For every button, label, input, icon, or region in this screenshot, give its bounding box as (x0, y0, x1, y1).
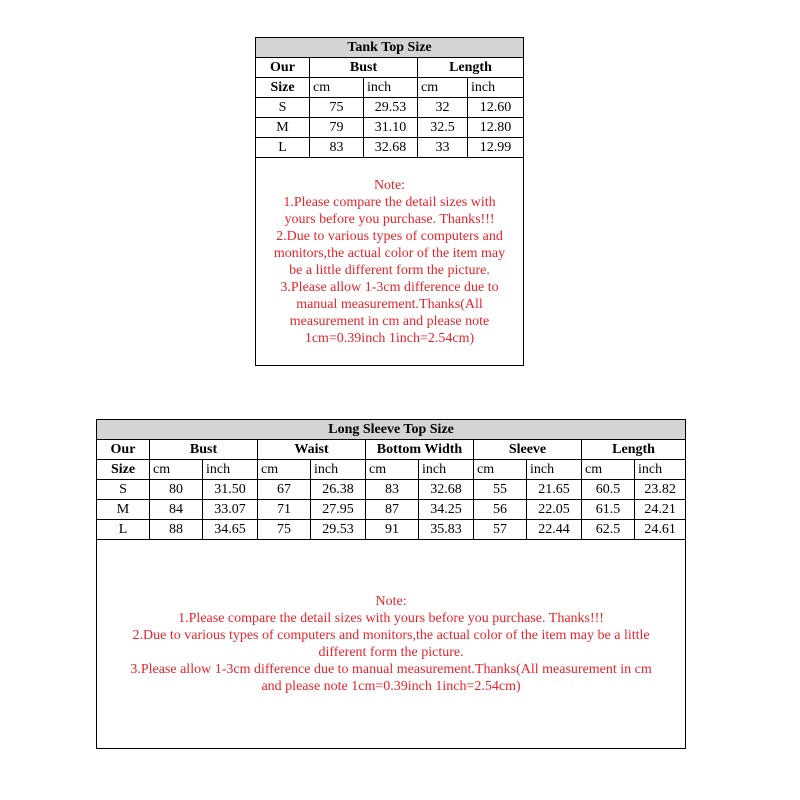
value-cell: 67 (258, 480, 311, 500)
value-cell: 32 (418, 98, 468, 118)
value-cell: 80 (150, 480, 203, 500)
note-line: Note: (375, 594, 407, 609)
header-our: Our (97, 440, 150, 460)
header-row-1 (256, 58, 524, 78)
note-row (97, 540, 686, 749)
header-our: Our (256, 58, 310, 78)
header-row-2 (256, 78, 524, 98)
header-row-2 (97, 460, 686, 480)
value-cell: 55 (474, 480, 527, 500)
value-cell: 22.44 (527, 520, 582, 540)
note-line: 1.Please compare the detail sizes with (283, 194, 496, 210)
header-row-1 (97, 440, 686, 460)
header-unit-inch: inch (635, 460, 686, 480)
note-line: 3.Please allow 1-3cm difference due to (280, 279, 499, 295)
header-bust: Bust (150, 440, 258, 460)
value-cell: 83 (366, 480, 419, 500)
value-cell: 31.50 (203, 480, 258, 500)
note-line: be a little different form the picture. (289, 262, 490, 278)
header-unit-inch: inch (364, 78, 418, 98)
header-bust: Bust (310, 58, 418, 78)
table-row (256, 98, 524, 118)
value-cell: 87 (366, 500, 419, 520)
header-length: Length (582, 440, 686, 460)
value-cell: 22.05 (527, 500, 582, 520)
value-cell: 61.5 (582, 500, 635, 520)
value-cell: 32.68 (419, 480, 474, 500)
value-cell: 12.80 (468, 118, 524, 138)
value-cell: 84 (150, 500, 203, 520)
header-bottom-width: Bottom Width (366, 440, 474, 460)
note-line: measurement in cm and please note (289, 313, 490, 329)
size-cell: S (97, 480, 150, 500)
size-cell: M (256, 118, 310, 138)
note-line: yours before you purchase. Thanks!!! (284, 211, 495, 227)
value-cell: 75 (258, 520, 311, 540)
value-cell: 56 (474, 500, 527, 520)
value-cell: 34.25 (419, 500, 474, 520)
value-cell: 71 (258, 500, 311, 520)
value-cell: 21.65 (527, 480, 582, 500)
table-title: Tank Top Size (256, 38, 524, 58)
value-cell: 35.83 (419, 520, 474, 540)
header-unit-inch: inch (419, 460, 474, 480)
value-cell: 57 (474, 520, 527, 540)
note-line: monitors,the actual color of the item may (273, 245, 506, 261)
header-unit-inch: inch (311, 460, 366, 480)
table-row (256, 138, 524, 158)
table-row (97, 520, 686, 540)
note-line: 2.Due to various types of computers and monitors,the actual color of the item may be a little (132, 628, 650, 643)
long-sleeve-top-size-table (96, 419, 686, 749)
value-cell: 79 (310, 118, 364, 138)
size-cell: L (256, 138, 310, 158)
table-title: Long Sleeve Top Size (97, 420, 686, 440)
header-unit-inch: inch (527, 460, 582, 480)
table-row (97, 500, 686, 520)
header-unit-cm: cm (418, 78, 468, 98)
value-cell: 32.5 (418, 118, 468, 138)
value-cell: 88 (150, 520, 203, 540)
header-unit-cm: cm (582, 460, 635, 480)
note-line: 1.Please compare the detail sizes with yours before you purchase. Thanks!!! (178, 611, 604, 626)
value-cell: 31.10 (364, 118, 418, 138)
value-cell: 24.21 (635, 500, 686, 520)
size-cell: M (97, 500, 150, 520)
value-cell: 23.82 (635, 480, 686, 500)
note-line: 2.Due to various types of computers and (276, 228, 503, 244)
note-line: Note: (373, 177, 406, 193)
size-cell: L (97, 520, 150, 540)
note-text (97, 540, 686, 749)
note-line: 1cm=0.39inch 1inch=2.54cm) (304, 330, 475, 346)
value-cell: 29.53 (364, 98, 418, 118)
header-unit-cm: cm (310, 78, 364, 98)
header-unit-inch: inch (203, 460, 258, 480)
header-sleeve: Sleeve (474, 440, 582, 460)
table-title-row (256, 38, 524, 58)
value-cell: 29.53 (311, 520, 366, 540)
value-cell: 24.61 (635, 520, 686, 540)
header-length: Length (418, 58, 524, 78)
header-waist: Waist (258, 440, 366, 460)
value-cell: 34.65 (203, 520, 258, 540)
note-row (256, 158, 524, 366)
header-unit-inch: inch (468, 78, 524, 98)
table-row (256, 118, 524, 138)
note-text (256, 158, 524, 366)
note-line: 3.Please allow 1-3cm difference due to manual measurement.Thanks(All measurement in cm (130, 662, 652, 677)
value-cell: 12.60 (468, 98, 524, 118)
note-line: manual measurement.Thanks(All (296, 296, 483, 312)
value-cell: 75 (310, 98, 364, 118)
header-size: Size (97, 460, 150, 480)
size-cell: S (256, 98, 310, 118)
header-unit-cm: cm (474, 460, 527, 480)
value-cell: 91 (366, 520, 419, 540)
header-unit-cm: cm (150, 460, 203, 480)
value-cell: 32.68 (364, 138, 418, 158)
value-cell: 12.99 (468, 138, 524, 158)
value-cell: 27.95 (311, 500, 366, 520)
table-title-row (97, 420, 686, 440)
value-cell: 33 (418, 138, 468, 158)
header-size: Size (256, 78, 310, 98)
note-line: and please note 1cm=0.39inch 1inch=2.54cm) (261, 679, 521, 694)
header-unit-cm: cm (366, 460, 419, 480)
header-unit-cm: cm (258, 460, 311, 480)
value-cell: 83 (310, 138, 364, 158)
tank-top-size-table (255, 37, 524, 366)
value-cell: 62.5 (582, 520, 635, 540)
table-row (97, 480, 686, 500)
value-cell: 33.07 (203, 500, 258, 520)
value-cell: 60.5 (582, 480, 635, 500)
note-line: different form the picture. (318, 645, 464, 660)
value-cell: 26.38 (311, 480, 366, 500)
